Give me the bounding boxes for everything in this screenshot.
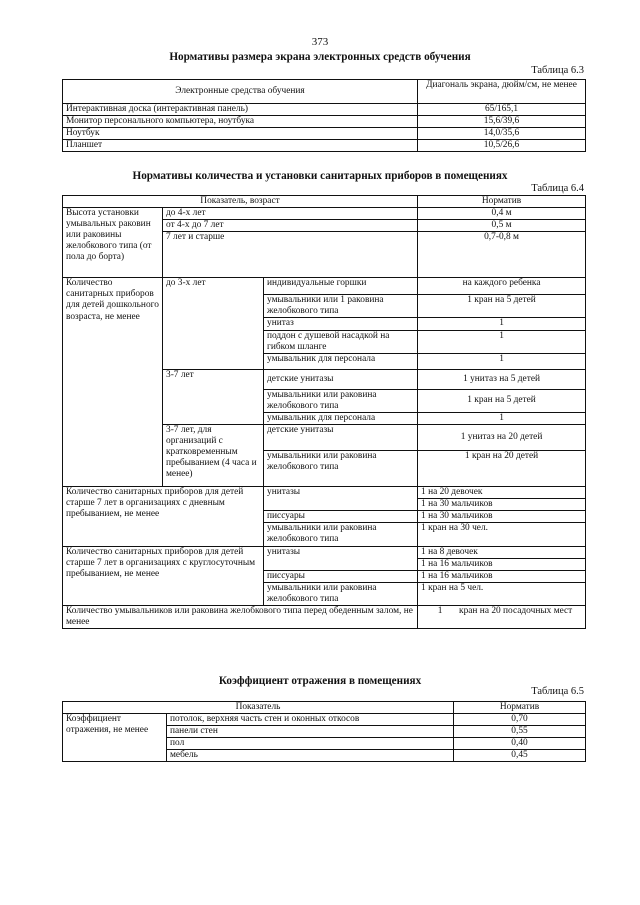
table-cell: на каждого ребенка [418,278,586,295]
table-cell: 1 на 20 девочек [418,487,586,499]
table-6-5-title: Коэффициент отражения в помещениях [218,675,422,687]
table-cell: 1 на 8 девочек [418,546,586,558]
sanitary-table [62,195,586,629]
table-cell: унитаз [264,318,418,330]
table-cell: 65/165,1 [418,104,586,116]
table-cell: умывальники или раковина желобкового типа [264,389,418,412]
table-cell [418,605,586,628]
table-cell: мебель [167,750,454,762]
header-cell: Электронные средства обучения [63,80,418,104]
table-cell: умывальники или раковина желобкового типа [264,451,418,487]
table-cell: 1 унитаз на 20 детей [418,425,586,451]
table-cell: 1 кран на 5 детей [418,295,586,318]
table-cell: 1 кран на 5 чел. [418,582,586,605]
row-label: Высота установки умывальных раковин или раковины желобкового типа (от пола до борта) [63,208,163,278]
row-label: Количество санитарных приборов для детей старше 7 лет в организациях с круглосуточным пребыванием, не менее [63,546,264,605]
age-cell: 3-7 лет, для организаций с кратковременным пребыванием (4 часа и менее) [163,425,264,487]
table-cell: 14,0/35,6 [418,128,586,140]
table-cell: панели стен [167,726,454,738]
table-cell: 1 кран на 5 детей [418,389,586,412]
table-cell: 0,5 м [418,220,586,232]
table-cell: 1 на 30 мальчиков [418,499,586,511]
header-cell: Показатель, возраст [63,196,418,208]
header-cell: Норматив [418,196,586,208]
table-cell: 1 кран на 30 чел. [418,523,586,546]
table-cell: Планшет [63,140,418,152]
table-cell: умывальник для персонала [264,353,418,369]
dining-value: кран на 20 посадочных мест [459,605,573,616]
table-cell: детские унитазы [264,369,418,389]
table-cell: 10,5/26,6 [418,140,586,152]
table-cell: 15,6/39,6 [418,116,586,128]
table-cell: унитазы [264,487,418,511]
table-6-5-label: Таблица 6.5 [531,686,584,697]
table-cell: Монитор персонального компьютера, ноутбука [63,116,418,128]
table-cell: 7 лет и старше [163,232,418,278]
row-label: Количество санитарных приборов для детей старше 7 лет в организациях с дневным пребыванием, не менее [63,487,264,546]
table-6-4-title: Нормативы количества и установки санитарных приборов в помещениях [132,170,508,182]
table-cell: индивидуальные горшки [264,278,418,295]
table-cell: потолок, верхняя часть стен и оконных откосов [167,714,454,726]
dining-count: 1 [437,605,443,616]
table-cell: 1 [418,318,586,330]
table-cell: 0,45 [454,750,586,762]
table-cell: писсуары [264,511,418,523]
header-cell: Диагональ экрана, дюйм/см, не менее [418,80,586,104]
table-cell: 1 [418,330,586,353]
table-cell: 1 на 16 мальчиков [418,570,586,582]
header-cell: Показатель [63,702,454,714]
table-6-3-label: Таблица 6.3 [531,65,584,76]
table-6-3-title: Нормативы размера экрана электронных средств обучения [169,51,471,63]
table-cell: Интерактивная доска (интерактивная панель) [63,104,418,116]
table-cell: писсуары [264,570,418,582]
age-cell: 3-7 лет [163,369,264,424]
table-cell: умывальники или 1 раковина желобкового типа [264,295,418,318]
table-cell: детские унитазы [264,425,418,451]
table-cell: 0,40 [454,738,586,750]
table-cell: Ноутбук [63,128,418,140]
page-number: 373 [311,36,329,48]
header-cell: Норматив [454,702,586,714]
reflection-table [62,701,586,762]
table-cell: от 4-х до 7 лет [163,220,418,232]
table-cell: 1 унитаз на 5 детей [418,369,586,389]
row-label: Коэффициент отражения, не менее [63,714,167,762]
table-cell: умывальник для персонала [264,412,418,424]
table-cell: унитазы [264,546,418,570]
table-cell: поддон с душевой насадкой на гибком шланге [264,330,418,353]
table-cell: 0,7-0,8 м [418,232,586,278]
age-cell: до 3-х лет [163,278,264,369]
table-cell: до 4-х лет [163,208,418,220]
table-cell: пол [167,738,454,750]
table-cell: 1 кран на 20 детей [418,451,586,487]
table-cell: умывальники или раковина желобкового типа [264,582,418,605]
table-cell: 1 на 30 мальчиков [418,511,586,523]
table-cell: 0,4 м [418,208,586,220]
table-cell: 1 [418,412,586,424]
screen-size-table [62,79,586,152]
table-cell: умывальники или раковина желобкового типа [264,523,418,546]
table-cell: 0,55 [454,726,586,738]
table-cell: 1 на 16 мальчиков [418,558,586,570]
table-cell: 0,70 [454,714,586,726]
table-cell: 1 [418,353,586,369]
row-label: Количество санитарных приборов для детей дошкольного возраста, не менее [63,278,163,487]
row-label: Количество умывальников или раковина желобкового типа перед обеденным залом, не менее [63,605,418,628]
table-6-4-label: Таблица 6.4 [531,183,584,194]
